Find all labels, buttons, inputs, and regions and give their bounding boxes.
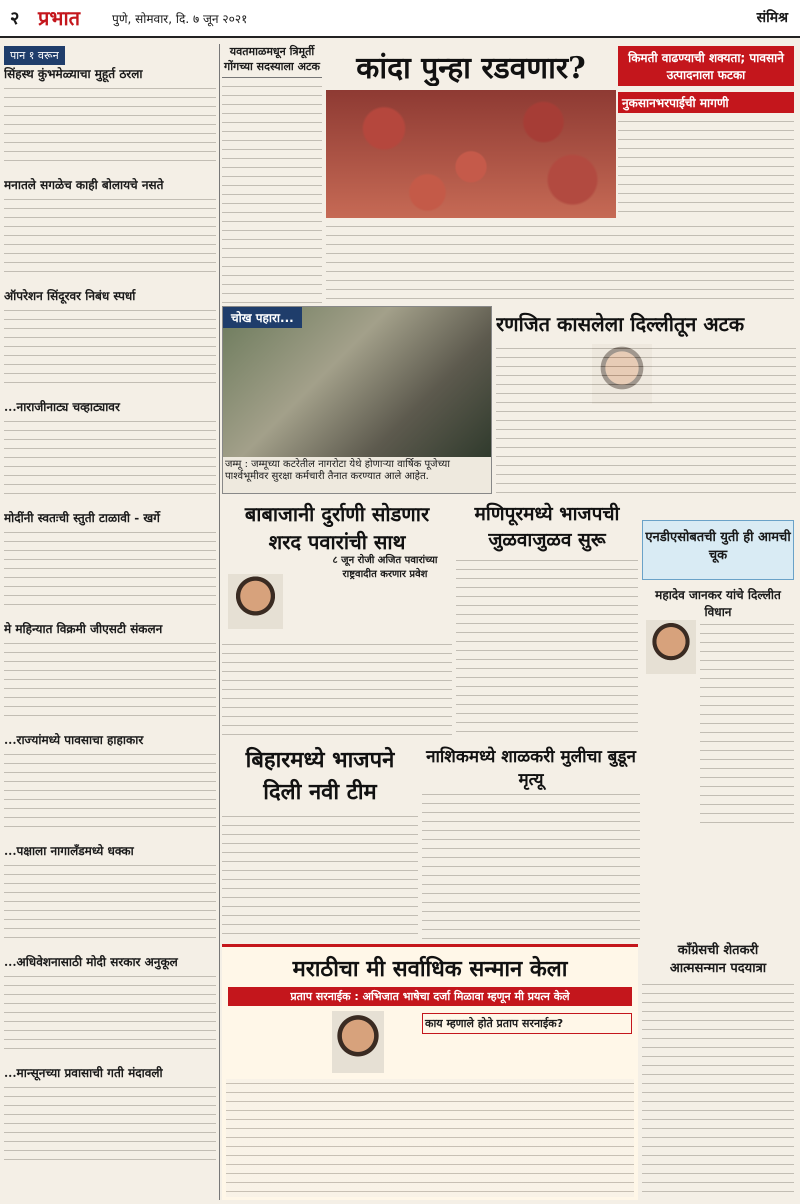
left-story [4, 731, 216, 842]
nda-body [700, 620, 794, 830]
left-story-headline: ...मान्सूनच्या प्रवासाची गती मंदावली [4, 1066, 163, 1080]
left-story [4, 65, 216, 176]
kicker-story [222, 44, 322, 344]
kicker-headline: यवतमाळमधून त्रिमूर्ती गोंगच्या सदस्याला अटक [222, 44, 322, 78]
masthead-logo: प्रभात [38, 6, 81, 30]
left-story-headline: ...राज्यांमध्ये पावसाचा हाहाकार [4, 733, 144, 747]
left-story [4, 287, 216, 398]
left-story-headline: सिंहस्थ कुंभमेळ्याचा मुहूर्त ठरला [4, 67, 143, 81]
ranjit-body [496, 344, 796, 494]
baba-headline-1: बाबाजानी दुर्राणी सोडणार [244, 502, 430, 526]
marathi-sub: प्रताप सरनाईक : अभिजात भाषेचा दर्जा मिळावा म्हणून मी प्रयत्न केले [228, 987, 632, 1006]
left-story [4, 176, 216, 287]
congress-body [642, 980, 794, 1196]
baba-side: ८ जून रोजी अजित पवारांच्या राष्ट्रवादीत करणार प्रवेश [332, 555, 438, 580]
manipur-headline-2: जुळवाजुळव सुरू [488, 529, 606, 551]
section-name: संमिश्र [756, 10, 788, 26]
red-summary-box: किमती वाढण्याची शक्यता; पावसाने उत्पादनाला फटका [618, 46, 794, 86]
continued-tag: पान १ वरून [4, 46, 65, 65]
main-headline: कांदा पुन्हा रडवणार? [356, 51, 586, 86]
left-story-headline: मोदींनी स्वतःची स्तुती टाळावी - खर्गे [4, 511, 160, 525]
congress-box: काँग्रेसची शेतकरी [677, 943, 759, 958]
nashik-headline: नाशिकमध्ये शाळकरी मुलीचा बुडून मृत्यू [426, 747, 636, 790]
left-column [4, 44, 216, 1200]
baba-body [222, 640, 452, 740]
column-divider [219, 44, 220, 1200]
jankar-photo [646, 620, 696, 674]
left-story-headline: ...नाराजीनाट्य चव्हाट्यावर [4, 400, 120, 414]
nda-sub: महादेव जानकर यांचे दिल्लीत विधान [655, 588, 781, 619]
marathi-body [226, 1079, 634, 1197]
marathi-headline: मराठीचा मी सर्वाधिक सन्मान केला [292, 956, 568, 982]
photo-label: चोख पहारा... [223, 307, 302, 328]
date-line: पुणे, सोमवार, दि. ७ जून २०२१ [112, 12, 248, 26]
sub-story [618, 92, 794, 218]
left-story-headline: मे महिन्यात विक्रमी जीएसटी संकलन [4, 622, 163, 636]
left-story [4, 1064, 216, 1175]
page-header [0, 0, 800, 38]
left-story-headline: ...पक्षाला नागालँडमध्ये धक्का [4, 844, 134, 858]
left-story [4, 509, 216, 620]
congress-sub: आत्मसन्मान पदयात्रा [669, 961, 767, 976]
left-story [4, 398, 216, 509]
left-story-headline: ऑपरेशन सिंदूरवर निबंध स्पर्धा [4, 289, 136, 303]
left-story-headline: ...अधिवेशनासाठी मोदी सरकार अनुकूल [4, 955, 178, 969]
story-body [326, 222, 794, 302]
left-story [4, 842, 216, 953]
bihar-body [222, 812, 418, 942]
baba-photo [228, 574, 283, 629]
sarnaik-photo [332, 1011, 384, 1073]
bihar-headline-1: बिहारमध्ये भाजपने [245, 747, 395, 773]
security-photo [223, 307, 492, 457]
bihar-headline-2: दिली नवी टीम [263, 779, 377, 805]
left-story-headline: मनातले सगळेच काही बोलायचे नसते [4, 178, 164, 192]
baba-headline-2: शरद पवारांची साथ [268, 530, 406, 554]
manipur-body [456, 556, 638, 740]
nashik-body [422, 790, 640, 942]
ranjit-headline: रणजित कासलेला दिल्लीतून अटक [496, 312, 745, 336]
left-story [4, 620, 216, 731]
left-story [4, 953, 216, 1064]
news-photo-block [222, 306, 492, 494]
sub-headline: नुकसानभरपाईची मागणी [618, 92, 794, 113]
nda-box: एनडीएसोबतची युती ही आमची चूक [642, 520, 794, 580]
photo-caption: जम्मू : जम्मूच्या कटरेतील नागरोटा येथे होणाऱ्या वार्षिक पूजेच्या पार्श्वभूमीवर सुरक्षा कर्मचारी तैनात करण्यात आले आहेत. [223, 457, 492, 494]
marathi-question: काय म्हणाले होते प्रताप सरनाईक? [422, 1013, 632, 1034]
marathi-banner [222, 944, 638, 1200]
onion-photo [326, 90, 616, 218]
manipur-headline-1: मणिपूरमध्ये भाजपची [474, 503, 620, 525]
page-number: २ [10, 8, 20, 29]
